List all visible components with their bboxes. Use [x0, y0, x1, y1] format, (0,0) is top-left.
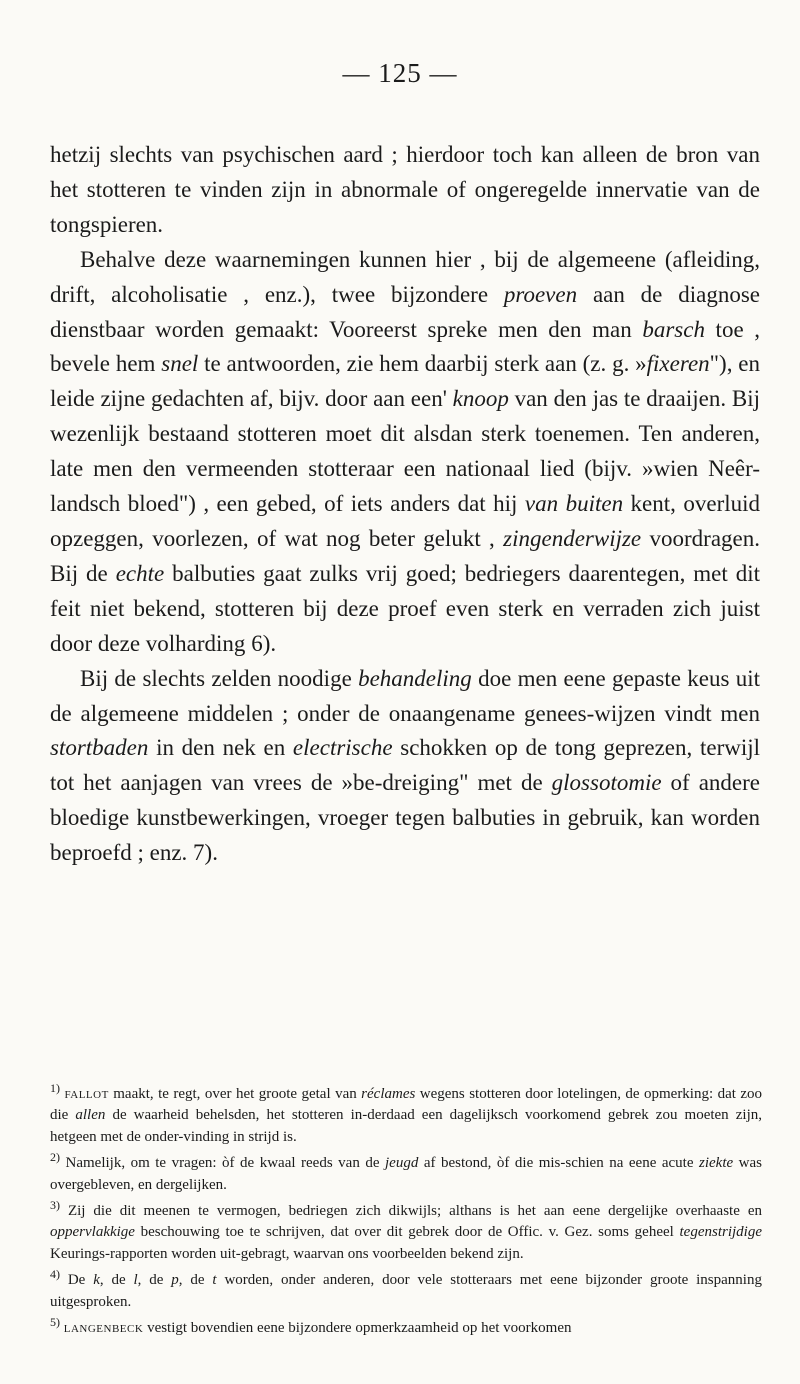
footnote-reference-6[interactable]: 6).: [251, 630, 277, 656]
paragraph-1: hetzij slechts van psychischen aard ; hierdoor toch kan alleen de bron van het stotteren te vinden zijn in abnormale of ongeregelde innervatie van de tongspieren.: [50, 142, 760, 237]
text-segment: de waarheid behelsden, het stotteren in-derdaad een dagelijksch voorkomend gebrek zou moeten zijn, hetgeen met de onder-vinding in strijd is.: [50, 1107, 762, 1145]
text-segment: vestigt bovendien eene bijzondere opmerkzaamheid op het voorkomen: [143, 1320, 572, 1337]
emphasis-reclames: réclames: [361, 1086, 416, 1102]
text-segment: kent, overluid opzeggen, voorlezen, of wat nog beter gelukt ,: [50, 491, 761, 551]
footnote-mark: 1): [50, 1081, 60, 1095]
footnote-3: [50, 1198, 762, 1265]
text-segment: , de: [178, 1272, 213, 1289]
page-number: — 125 —: [342, 58, 458, 88]
text-segment: Namelijk, om te vragen: òf de kwaal reeds van de: [60, 1155, 385, 1172]
emphasis-zingenderwijze: zingenderwijze: [503, 525, 642, 551]
text-segment: Keurings-rapporten worden uit-gebragt, waarvan ons voorbeelden bekend zijn.: [50, 1245, 524, 1262]
emphasis-behandeling: behandeling: [358, 665, 472, 691]
text-segment: in den nek en: [148, 735, 293, 761]
emphasis-allen: allen: [75, 1107, 106, 1124]
footnote-author: langenbeck: [63, 1320, 144, 1337]
emphasis-stortbaden: stortbaden: [50, 735, 149, 761]
text-segment: te antwoorden, zie hem daarbij sterk aan (z. g. »: [198, 351, 647, 377]
emphasis-echte: echte: [115, 560, 165, 586]
text-segment: af bestond, òf die mis-schien na eene acute: [418, 1155, 699, 1172]
emphasis-proeven: proeven: [503, 281, 578, 307]
text-segment: , de: [137, 1272, 172, 1289]
emphasis-knoop: knoop: [452, 386, 509, 412]
text-segment: was overgebleven, en dergelijken.: [50, 1155, 762, 1193]
text-segment: voordragen. Bij de: [50, 525, 760, 586]
main-text: [50, 138, 760, 871]
paragraph-3: [50, 662, 760, 871]
text-segment: De: [60, 1272, 94, 1289]
footnote-mark: 2): [50, 1150, 60, 1165]
footnote-mark: 3): [50, 1198, 60, 1213]
text-segment: Zij die dit meenen te vermogen, bedriegen zich dikwijls; althans is het aan eene dergelijke overhaaste en: [60, 1203, 762, 1220]
text-segment: , de: [99, 1272, 134, 1289]
text-segment: maakt, te regt, over het groote getal van: [108, 1086, 362, 1102]
footnote-1: [50, 1081, 763, 1148]
text-segment: schokken op de tong geprezen, terwijl tot het aanjagen van vrees de »be-dreiging" met de: [50, 735, 761, 796]
text-segment: beschouwing toe te schrijven, dat over dit gebrek door de Offic. v. Gez. soms geheel: [134, 1224, 680, 1241]
text-segment: wegens stotteren door lotelingen, de opmerking: dat zoo die: [50, 1086, 763, 1124]
emphasis-letter-t: t: [212, 1272, 217, 1289]
emphasis-jeugd: jeugd: [385, 1155, 419, 1172]
text-segment: worden, onder anderen, door vele stotteraars met eene bijzonder groote inspanning uitgesproken.: [50, 1272, 762, 1310]
text-segment: of andere bloedige kunstbewerkingen, vroeger tegen balbuties in gebruik, kan worden beproefd ; enz.: [50, 770, 760, 866]
text-segment: balbuties gaat zulks vrij goed; bedriegers daarentegen, met dit feit niet bekend, stotteren bij deze proef even sterk en verraden zich juist door deze volharding: [50, 560, 760, 656]
footnote-4: [50, 1267, 762, 1313]
emphasis-ziekte: ziekte: [699, 1155, 734, 1172]
footnote-2: [50, 1150, 762, 1196]
emphasis-barsch: barsch: [642, 316, 705, 342]
emphasis-oppervlakkige: oppervlakkige: [50, 1224, 135, 1241]
text-segment: doe men eene gepaste keus uit de algemeene middelen ; onder de onaangename genees-wijzen vindt men: [50, 665, 760, 726]
footnote-reference-7[interactable]: 7).: [193, 840, 218, 866]
emphasis-letter-l: l: [133, 1272, 138, 1289]
text-segment: Behalve deze waarnemingen kunnen hier , bij de algemeene (afleiding, drift, alcoholisatie , enz.), twee bijzondere: [50, 246, 760, 307]
text-segment: Bij de slechts zelden noodige: [80, 665, 359, 691]
emphasis-letter-k: k: [93, 1272, 100, 1289]
emphasis-van-buiten: van buiten: [524, 491, 624, 517]
text-segment: toe , bevele hem: [50, 316, 760, 377]
emphasis-letter-p: p: [171, 1272, 179, 1289]
text-segment: aan de diagnose dienstbaar worden gemaakt: Vooreerst spreke men den man: [50, 281, 760, 342]
emphasis-fixeren: fixeren: [646, 351, 710, 377]
footnote-5: [50, 1315, 762, 1339]
footnotes: [50, 1081, 763, 1344]
emphasis-electrische: electrische: [292, 735, 393, 761]
emphasis-glossotomie: glossotomie: [551, 770, 662, 796]
text-segment: "), en leide zijne gedachten af, bijv. door aan een': [50, 351, 760, 412]
footnote-mark: 4): [50, 1267, 60, 1282]
emphasis-snel: snel: [161, 351, 199, 377]
footnote-mark: 5): [50, 1315, 60, 1330]
footnote-author: fallot: [64, 1086, 109, 1102]
emphasis-tegenstrijdige: tegenstrijdige: [679, 1224, 762, 1241]
paragraph-2: [50, 243, 760, 662]
text-segment: van den jas te draaijen. Bij wezenlijk bestaand stotteren moet dit alsdan sterk toenemen. Ten anderen, late men den vermeenden stotteraar een nationaal lied (bijv. »wien Neêr-landsch bloed") , een gebed, of iets anders dat hij: [50, 386, 760, 517]
